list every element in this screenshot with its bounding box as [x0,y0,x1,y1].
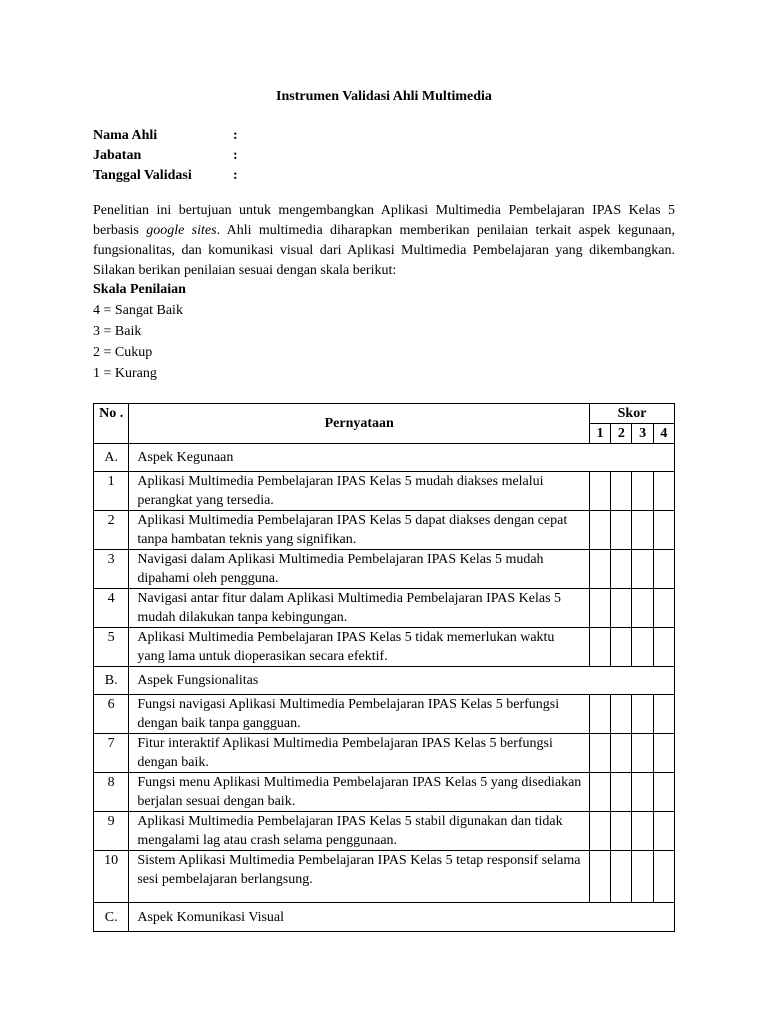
meta-row-name [93,126,238,146]
section-row [94,444,675,472]
row-statement: Aplikasi Multimedia Pembelajaran IPAS Kelas 5 dapat diakses dengan cepat tanpa hambatan teknis yang signifikan. [129,511,590,550]
section-row [94,903,675,932]
table-row [94,550,675,589]
intro-text: . Ahli multimedia diharapkan memberikan penilaian terkait aspek kegunaan, fungsionalitas, dan komunikasi visual dari Aplikasi Multimedia Pembelajaran yang dikembangkan. Silakan berikan penilaian sesuai dengan skala berikut: [93,223,675,278]
score-cell-1[interactable] [590,589,611,628]
scale-item: 4 = Sangat Baik [93,303,183,318]
scale-item: 3 = Baik [93,324,142,339]
scale-item: 1 = Kurang [93,366,157,381]
score-cell-1[interactable] [590,511,611,550]
score-cell-2[interactable] [611,589,632,628]
score-cell-4[interactable] [653,550,674,589]
section-label: A. [94,444,129,472]
intro-paragraph [93,201,675,281]
score-cell-1[interactable] [590,734,611,773]
row-number: 4 [94,589,129,628]
rating-scale [93,279,186,384]
header-score-1: 1 [590,424,611,444]
table-row [94,472,675,511]
score-cell-3[interactable] [632,589,653,628]
meta-colon: : [233,168,238,183]
validation-table [93,403,675,932]
score-cell-4[interactable] [653,734,674,773]
score-cell-2[interactable] [611,628,632,667]
row-number: 10 [94,851,129,903]
row-statement: Aplikasi Multimedia Pembelajaran IPAS Kelas 5 tidak memerlukan waktu yang lama untuk dioperasikan secara efektif. [129,628,590,667]
intro-text: Penelitian ini bertujuan untuk mengembangkan Aplikasi Multimedia Pembelajaran IPAS Kelas 5 berbasis [93,203,675,238]
score-cell-4[interactable] [653,628,674,667]
table-row [94,734,675,773]
table-header-row [94,404,675,424]
meta-label: Nama Ahli [93,128,158,143]
section-label: C. [94,903,129,932]
table-row [94,695,675,734]
header-score-4: 4 [653,424,674,444]
score-cell-4[interactable] [653,511,674,550]
score-cell-2[interactable] [611,812,632,851]
header-no: No . [94,404,129,444]
document-title: Instrumen Validasi Ahli Multimedia [276,89,492,104]
meta-row-position [93,146,238,166]
header-statement: Pernyataan [129,404,590,444]
section-title: Aspek Kegunaan [129,444,675,472]
meta-label: Tanggal Validasi [93,168,192,183]
section-row [94,667,675,695]
row-statement: Aplikasi Multimedia Pembelajaran IPAS Kelas 5 mudah diakses melalui perangkat yang tersedia. [129,472,590,511]
score-cell-3[interactable] [632,773,653,812]
row-statement: Fitur interaktif Aplikasi Multimedia Pembelajaran IPAS Kelas 5 berfungsi dengan baik. [129,734,590,773]
score-cell-4[interactable] [653,773,674,812]
score-cell-1[interactable] [590,851,611,903]
row-number: 7 [94,734,129,773]
row-statement: Navigasi antar fitur dalam Aplikasi Multimedia Pembelajaran IPAS Kelas 5 mudah dilakukan tanpa kebingungan. [129,589,590,628]
score-cell-1[interactable] [590,628,611,667]
row-number: 2 [94,511,129,550]
row-statement: Aplikasi Multimedia Pembelajaran IPAS Kelas 5 stabil digunakan dan tidak mengalami lag atau crash selama penggunaan. [129,812,590,851]
scale-item: 2 = Cukup [93,345,153,360]
score-cell-3[interactable] [632,851,653,903]
row-number: 8 [94,773,129,812]
score-cell-4[interactable] [653,812,674,851]
score-cell-1[interactable] [590,812,611,851]
table-row [94,851,675,903]
section-label: B. [94,667,129,695]
score-cell-1[interactable] [590,472,611,511]
meta-label: Jabatan [93,148,142,163]
header-score-3: 3 [632,424,653,444]
score-cell-4[interactable] [653,472,674,511]
score-cell-4[interactable] [653,695,674,734]
row-statement: Fungsi menu Aplikasi Multimedia Pembelajaran IPAS Kelas 5 yang disediakan berjalan sesuai dengan baik. [129,773,590,812]
header-score: Skor [590,404,675,424]
section-title: Aspek Komunikasi Visual [129,903,675,932]
table-row [94,773,675,812]
table-row [94,628,675,667]
score-cell-3[interactable] [632,812,653,851]
score-cell-3[interactable] [632,628,653,667]
score-cell-3[interactable] [632,734,653,773]
score-cell-3[interactable] [632,550,653,589]
score-cell-2[interactable] [611,695,632,734]
row-number: 6 [94,695,129,734]
row-number: 1 [94,472,129,511]
score-cell-2[interactable] [611,511,632,550]
intro-emphasis: google sites [146,223,217,238]
row-number: 3 [94,550,129,589]
score-cell-4[interactable] [653,851,674,903]
score-cell-3[interactable] [632,472,653,511]
row-statement: Navigasi dalam Aplikasi Multimedia Pembelajaran IPAS Kelas 5 mudah dipahami oleh pengguna. [129,550,590,589]
header-score-2: 2 [611,424,632,444]
meta-colon: : [233,148,238,163]
meta-row-date [93,166,238,186]
table-body [94,404,675,932]
table-row [94,812,675,851]
score-cell-1[interactable] [590,773,611,812]
row-statement: Fungsi navigasi Aplikasi Multimedia Pembelajaran IPAS Kelas 5 berfungsi dengan baik tanpa gangguan. [129,695,590,734]
score-cell-2[interactable] [611,773,632,812]
meta-colon: : [233,128,238,143]
score-cell-2[interactable] [611,851,632,903]
table-row [94,589,675,628]
score-cell-1[interactable] [590,550,611,589]
section-title: Aspek Fungsionalitas [129,667,675,695]
expert-info-block [93,126,238,186]
scale-title: Skala Penilaian [93,282,186,297]
score-cell-2[interactable] [611,550,632,589]
row-number: 5 [94,628,129,667]
score-cell-2[interactable] [611,472,632,511]
score-cell-3[interactable] [632,511,653,550]
score-cell-2[interactable] [611,734,632,773]
score-cell-1[interactable] [590,695,611,734]
score-cell-3[interactable] [632,695,653,734]
score-cell-4[interactable] [653,589,674,628]
row-statement: Sistem Aplikasi Multimedia Pembelajaran IPAS Kelas 5 tetap responsif selama sesi pembelajaran berlangsung. [129,851,590,903]
table-row [94,511,675,550]
row-number: 9 [94,812,129,851]
